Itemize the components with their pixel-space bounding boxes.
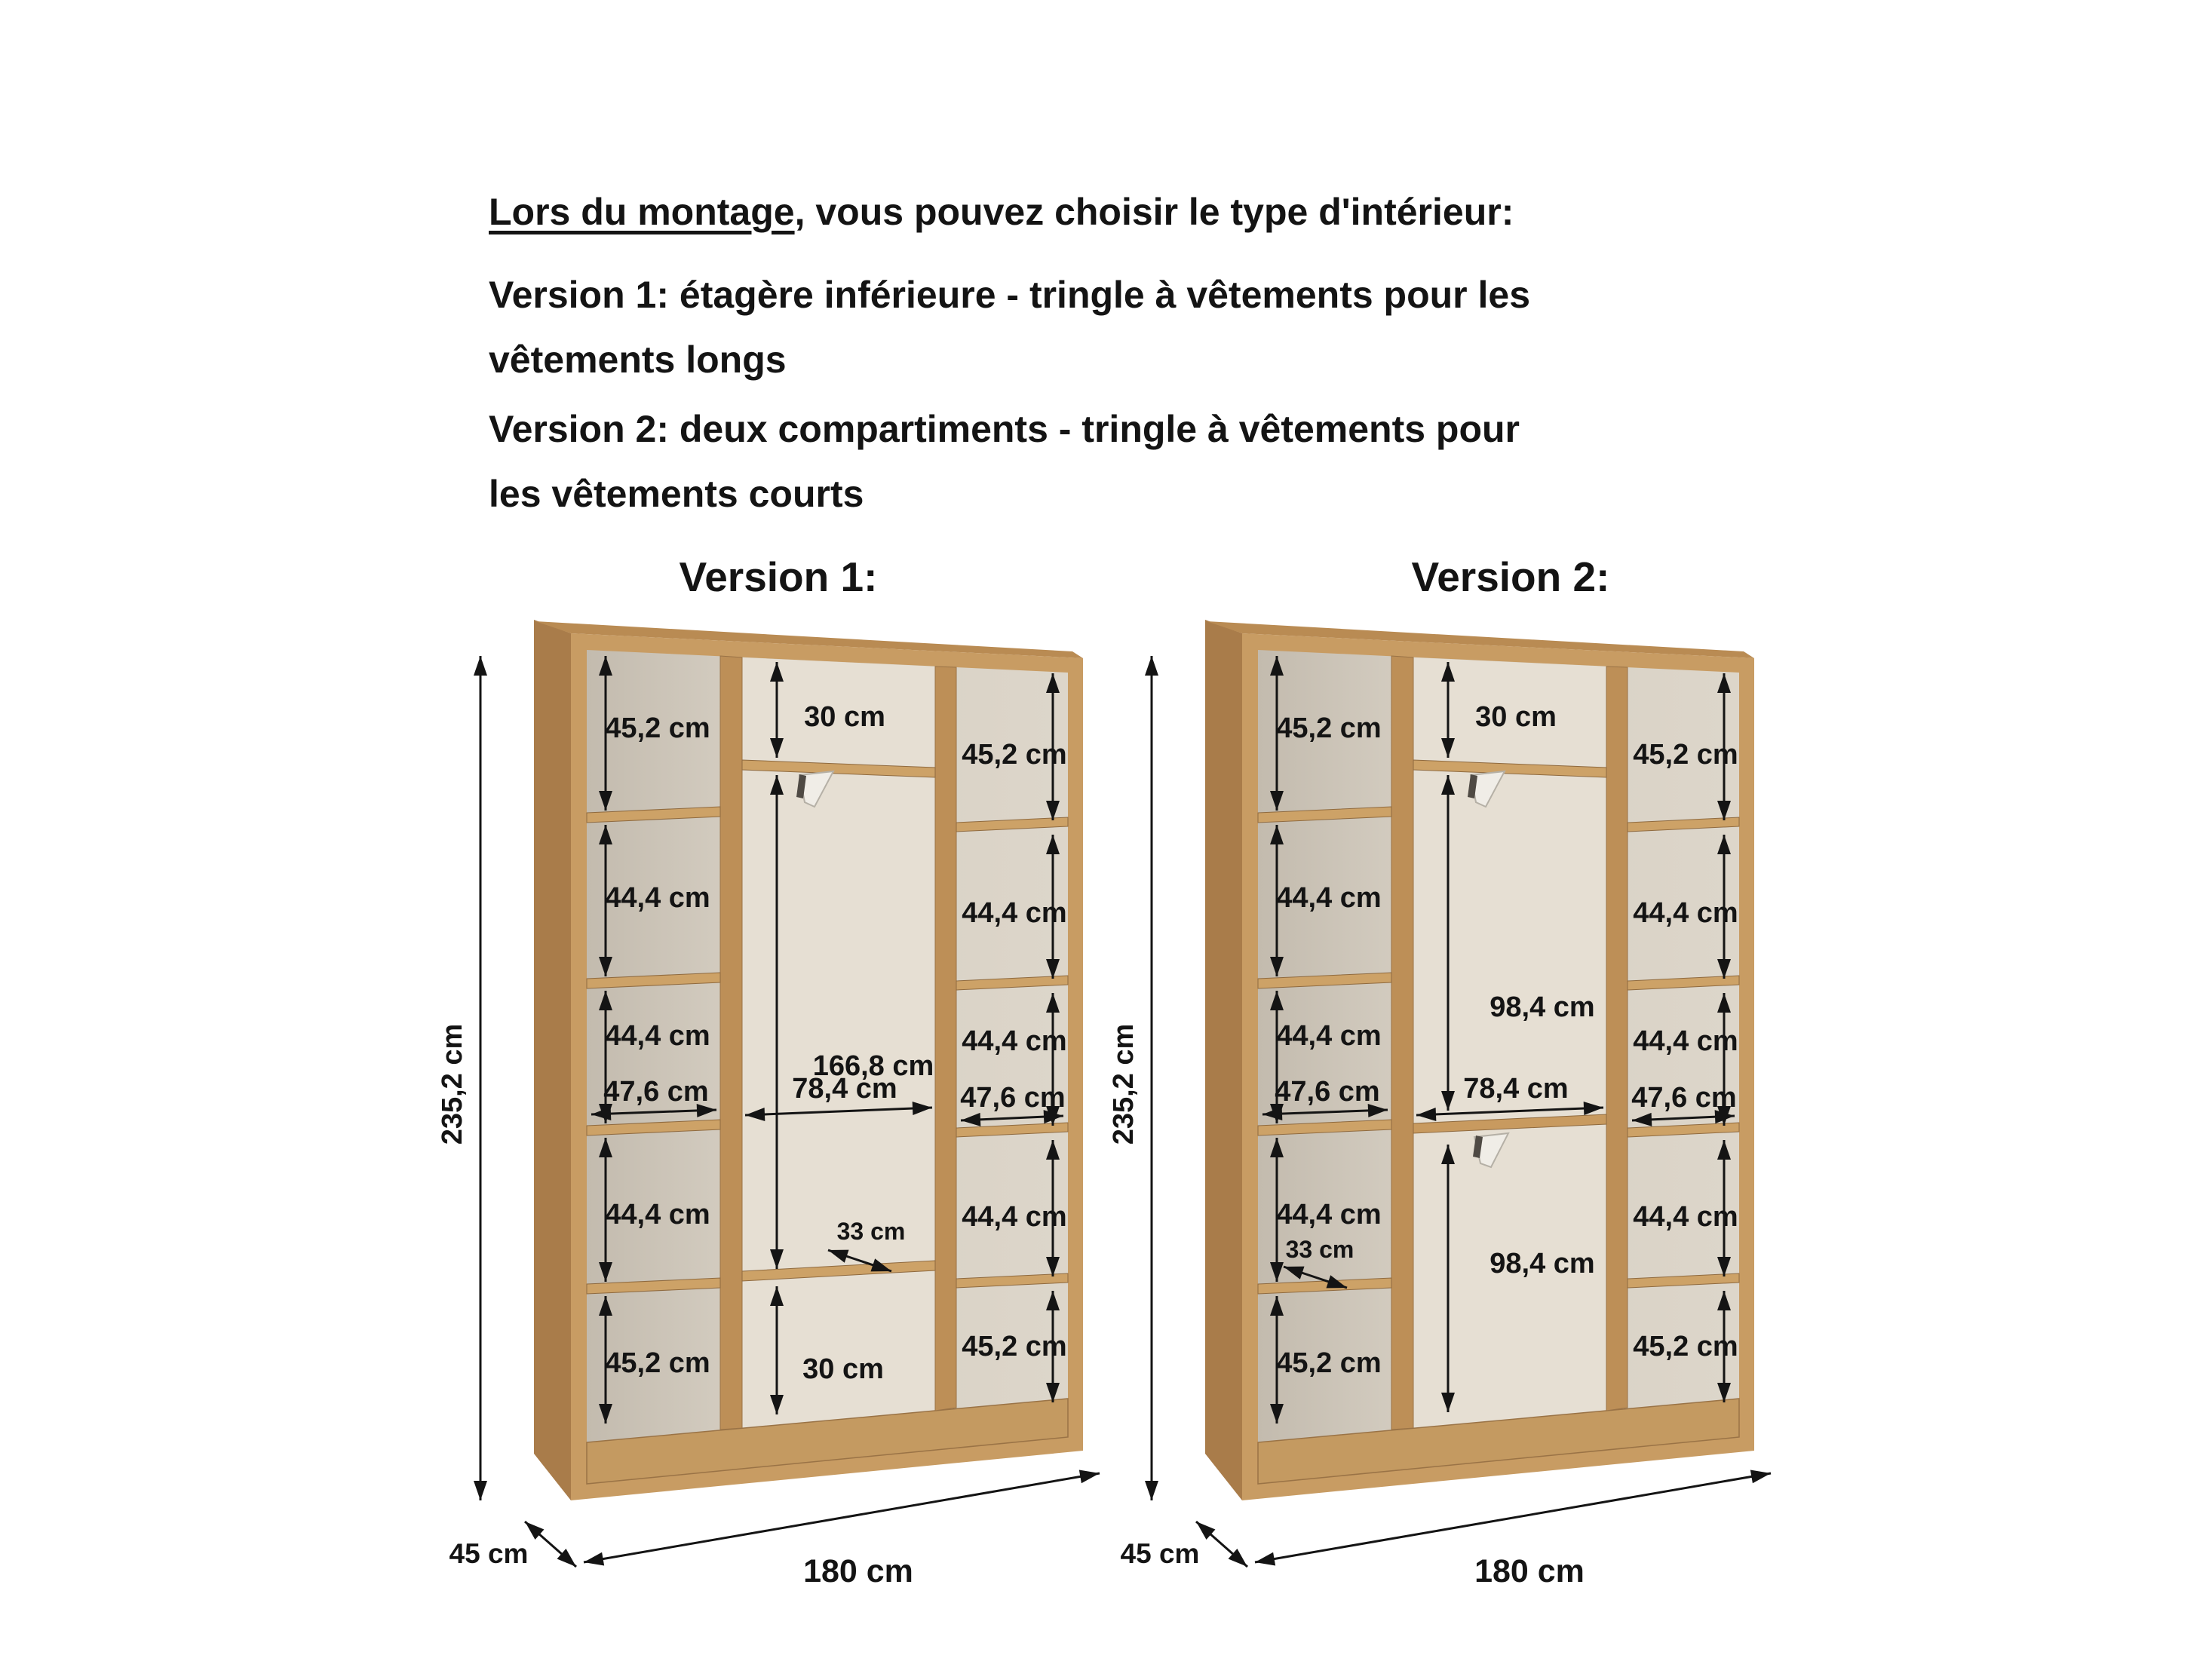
version2-title: Version 2: [1411,553,1610,600]
measurement-label: 30 cm [804,701,885,733]
wardrobe-diagram-version-2 [1094,587,1802,1589]
measurement-label: 47,6 cm [603,1076,709,1108]
measurement-label: 47,6 cm [1275,1076,1380,1108]
divider-left [1391,656,1413,1430]
measurement-label: 44,4 cm [605,1199,710,1230]
measurement-label: 45,2 cm [1633,1331,1738,1362]
measurement-label: 45,2 cm [1276,713,1382,744]
wardrobe-diagram-version-1 [422,587,1131,1589]
version2-description [489,397,1816,526]
measurement-label: 44,4 cm [605,882,710,914]
measurement-label: 44,4 cm [1276,1020,1382,1052]
measurement-label: 45,2 cm [1633,739,1738,771]
measurement-label: 166,8 cm [812,1050,934,1082]
width-label: 180 cm [803,1553,913,1589]
measurement-label: 45,2 cm [605,713,710,744]
measurement-label: 33 cm [1285,1236,1355,1263]
depth-label: 45 cm [449,1538,529,1569]
divider-left [720,656,742,1430]
side-panel [534,620,571,1500]
version1-desc-line2: vêtements longs [489,339,787,381]
measurement-label: 45,2 cm [962,739,1067,771]
intro-underlined-phrase: Lors du montage [489,191,795,233]
measurement-label: 44,4 cm [1633,1201,1738,1233]
measurement-label: 47,6 cm [1631,1082,1737,1114]
version2-desc-line1: Version 2: deux compartiments - tringle à vêtements pour [489,408,1520,450]
width-label: 180 cm [1474,1553,1585,1589]
measurement-label: 44,4 cm [605,1020,710,1052]
measurement-label: 47,6 cm [960,1082,1066,1114]
measurement-label: 44,4 cm [1633,1025,1738,1057]
measurement-label: 45,2 cm [1276,1347,1382,1379]
divider-right [1606,667,1628,1411]
measurement-label: 98,4 cm [1489,991,1595,1023]
version2-desc-line2: les vêtements courts [489,473,864,515]
measurement-label: 45,2 cm [605,1347,710,1379]
height-label: 235,2 cm [1108,1023,1140,1145]
version1-title: Version 1: [679,553,878,600]
measurement-label: 44,4 cm [1276,1199,1382,1230]
measurement-label: 30 cm [1475,701,1557,733]
measurement-label: 30 cm [802,1353,884,1385]
measurement-label: 44,4 cm [962,897,1067,929]
divider-right [935,667,956,1411]
measurement-label: 44,4 cm [1633,897,1738,929]
measurement-label: 33 cm [836,1218,906,1245]
version1-description [489,262,1816,392]
measurement-label: 78,4 cm [1463,1073,1569,1105]
height-label: 235,2 cm [437,1023,468,1145]
version1-desc-line1: Version 1: étagère inférieure - tringle à vêtements pour les [489,274,1531,316]
intro-line [489,179,1816,244]
measurement-label: 44,4 cm [962,1025,1067,1057]
measurement-label: 98,4 cm [1489,1248,1595,1280]
intro-rest: , vous pouvez choisir le type d'intérieur: [794,191,1514,233]
depth-label: 45 cm [1120,1538,1200,1569]
measurement-label: 44,4 cm [1276,882,1382,914]
side-panel [1205,620,1242,1500]
instructions-text [489,179,1816,526]
measurement-label: 44,4 cm [962,1201,1067,1233]
measurement-label: 45,2 cm [962,1331,1067,1362]
measurement-label: 78,4 cm [792,1073,897,1105]
